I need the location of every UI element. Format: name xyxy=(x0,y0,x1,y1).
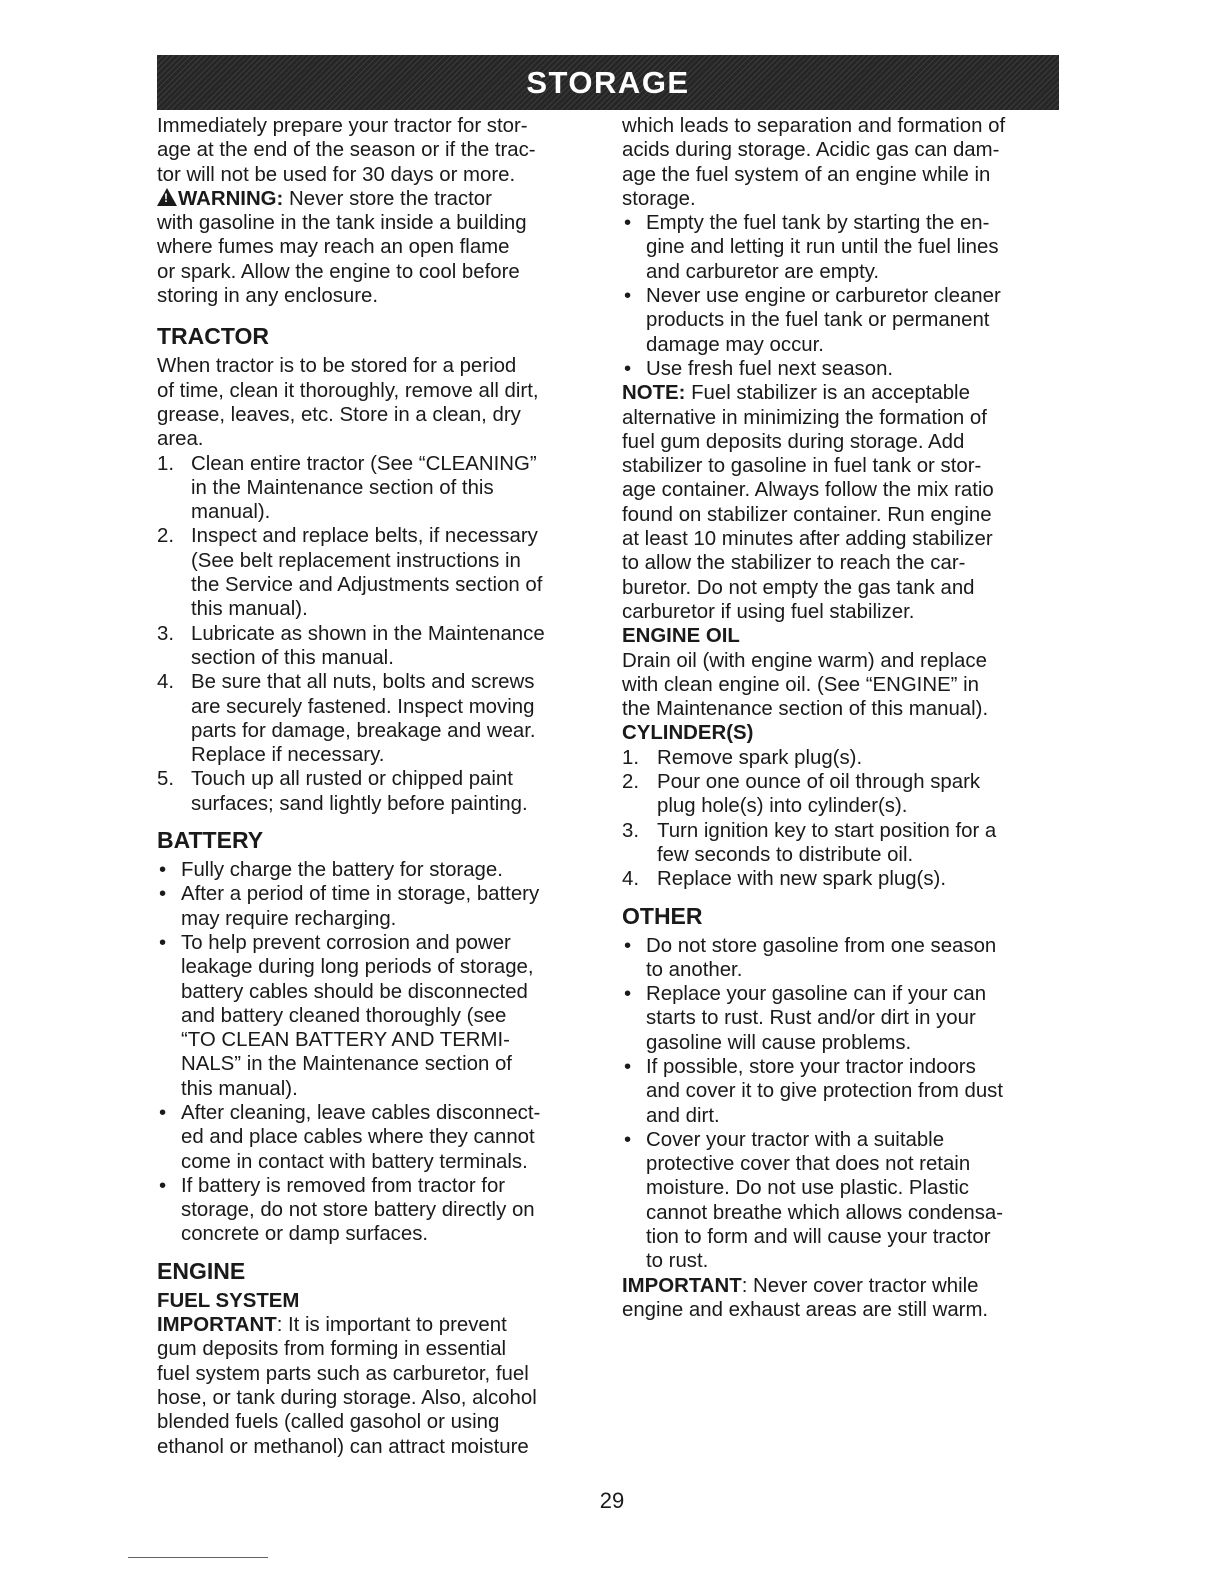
engine-heading: ENGINE xyxy=(157,1257,246,1284)
list-item: • Do not store gasoline from one season to another. xyxy=(624,934,997,981)
other-bullets xyxy=(622,934,1062,1274)
list-item: • Never use engine or carburetor cleaner products in the fuel tank or permanent damage may occur. xyxy=(624,285,1001,356)
list-item: • Use fresh fuel next season. xyxy=(624,357,894,380)
tractor-heading: TRACTOR xyxy=(157,323,270,350)
page-number: 29 xyxy=(599,1488,625,1513)
fuel-bullets xyxy=(622,211,1062,381)
battery-bullets xyxy=(157,858,593,1247)
list-item: • After a period of time in storage, battery may require recharging. xyxy=(159,883,540,930)
list-item: • Fully charge the battery for storage. xyxy=(159,859,503,882)
list-item: 3. Turn ignition key to start position for a few seconds to distribute oil. xyxy=(622,819,997,866)
section-banner xyxy=(157,55,1059,110)
list-item: • After cleaning, leave cables disconnect- ed and place cables where they cannot come in contact with battery terminals. xyxy=(159,1101,541,1173)
list-item: 4. Be sure that all nuts, bolts and screws are securely fastened. Inspect moving parts for damage, breakage and wear. Replace if necessary. xyxy=(157,671,536,767)
other-heading: OTHER xyxy=(622,902,703,929)
warning-label: WARNING: xyxy=(178,187,284,210)
list-item: • If possible, store your tractor indoors and cover it to give protection from dust and dirt. xyxy=(624,1055,1004,1127)
note-paragraph: NOTE: Fuel stabilizer is an acceptable alternative in minimizing the formation of fuel gum deposits during storage. Add stabilizer to gasoline in fuel tank or stor- age container. Always follow the mix ratio found on stabilizer container. Run engine at least 10 minutes after adding stabilizer to allow the stabilizer to reach the car- buretor. Do not empty the gas tank and carburetor if using fuel stabilizer. xyxy=(622,382,994,623)
cylinder-steps xyxy=(622,746,1062,892)
list-item: • To help prevent corrosion and power leakage during long periods of storage, battery cables should be disconnected and battery cleaned thoroughly (see “TO CLEAN BATTERY AND TERMI- NALS” in the Maintenance section of this manual). xyxy=(159,931,534,1100)
engine-oil-heading: ENGINE OIL xyxy=(622,625,740,648)
page-title: STORAGE xyxy=(526,64,690,100)
right-column xyxy=(622,114,1062,1322)
fuel-continued-paragraph: which leads to separation and formation of acids during storage. Acidic gas can dam- age the fuel system of an engine while in storage. xyxy=(622,115,1006,210)
intro-paragraph: Immediately prepare your tractor for stor- age at the end of the season or if the trac- tor will not be used for 30 days or more. !WARNING: Never store the tractor with gasoline in the tank inside a building where fumes may reach an open flame or spark. Allow the engine to cool before storing in any enclosure. xyxy=(157,114,593,308)
cylinders-heading: CYLINDER(S) xyxy=(622,722,754,745)
list-item: 4. Replace with new spark plug(s). xyxy=(622,868,946,891)
list-item: 5. Touch up all rusted or chipped paint surfaces; sand lightly before painting. xyxy=(157,768,528,815)
list-item: 2. Inspect and replace belts, if necessary (See belt replacement instructions in the Service and Adjustments section of this manual). xyxy=(157,525,543,621)
list-item: 3. Lubricate as shown in the Maintenance section of this manual. xyxy=(157,622,545,669)
footer-rule xyxy=(128,1557,268,1558)
battery-heading: BATTERY xyxy=(157,827,264,854)
list-item: • Cover your tractor with a suitable protective cover that does not retain moisture. Do not use plastic. Plastic cannot breathe which allows condensa- tion to form and will cause your tractor to rust. xyxy=(624,1128,1004,1273)
left-column xyxy=(157,114,593,1459)
fuel-system-heading: FUEL SYSTEM xyxy=(157,1289,300,1312)
list-item: • Replace your gasoline can if your can starts to rust. Rust and/or dirt in your gasoline will cause problems. xyxy=(624,983,987,1054)
tractor-paragraph: When tractor is to be stored for a period of time, clean it thoroughly, remove all dirt, grease, leaves, etc. Store in a clean, dry area. xyxy=(157,355,539,451)
list-item: 1. Remove spark plug(s). xyxy=(622,746,863,769)
engine-oil-paragraph: Drain oil (with engine warm) and replace with clean engine oil. (See “ENGINE” in the Maintenance section of this manual). xyxy=(622,649,989,721)
warning-triangle-icon xyxy=(157,188,177,206)
list-item: 2. Pour one ounce of oil through spark plug hole(s) into cylinder(s). xyxy=(622,771,981,818)
list-item: • Empty the fuel tank by starting the en- gine and letting it run until the fuel lines and carburetor are empty. xyxy=(624,212,999,283)
other-important-paragraph: IMPORTANT: Never cover tractor while engine and exhaust areas are still warm. xyxy=(622,1274,989,1321)
tractor-steps xyxy=(157,452,593,816)
fuel-important-paragraph: IMPORTANT: It is important to prevent gum deposits from forming in essential fuel system parts such as carburetor, fuel hose, or tank during storage. Also, alcohol blended fuels (called gasohol or using ethanol or methanol) can attract moisture xyxy=(157,1314,537,1458)
list-item: • If battery is removed from tractor for storage, do not store battery directly on concrete or damp surfaces. xyxy=(159,1174,535,1246)
list-item: 1. Clean entire tractor (See “CLEANING” in the Maintenance section of this manual). xyxy=(157,452,537,524)
